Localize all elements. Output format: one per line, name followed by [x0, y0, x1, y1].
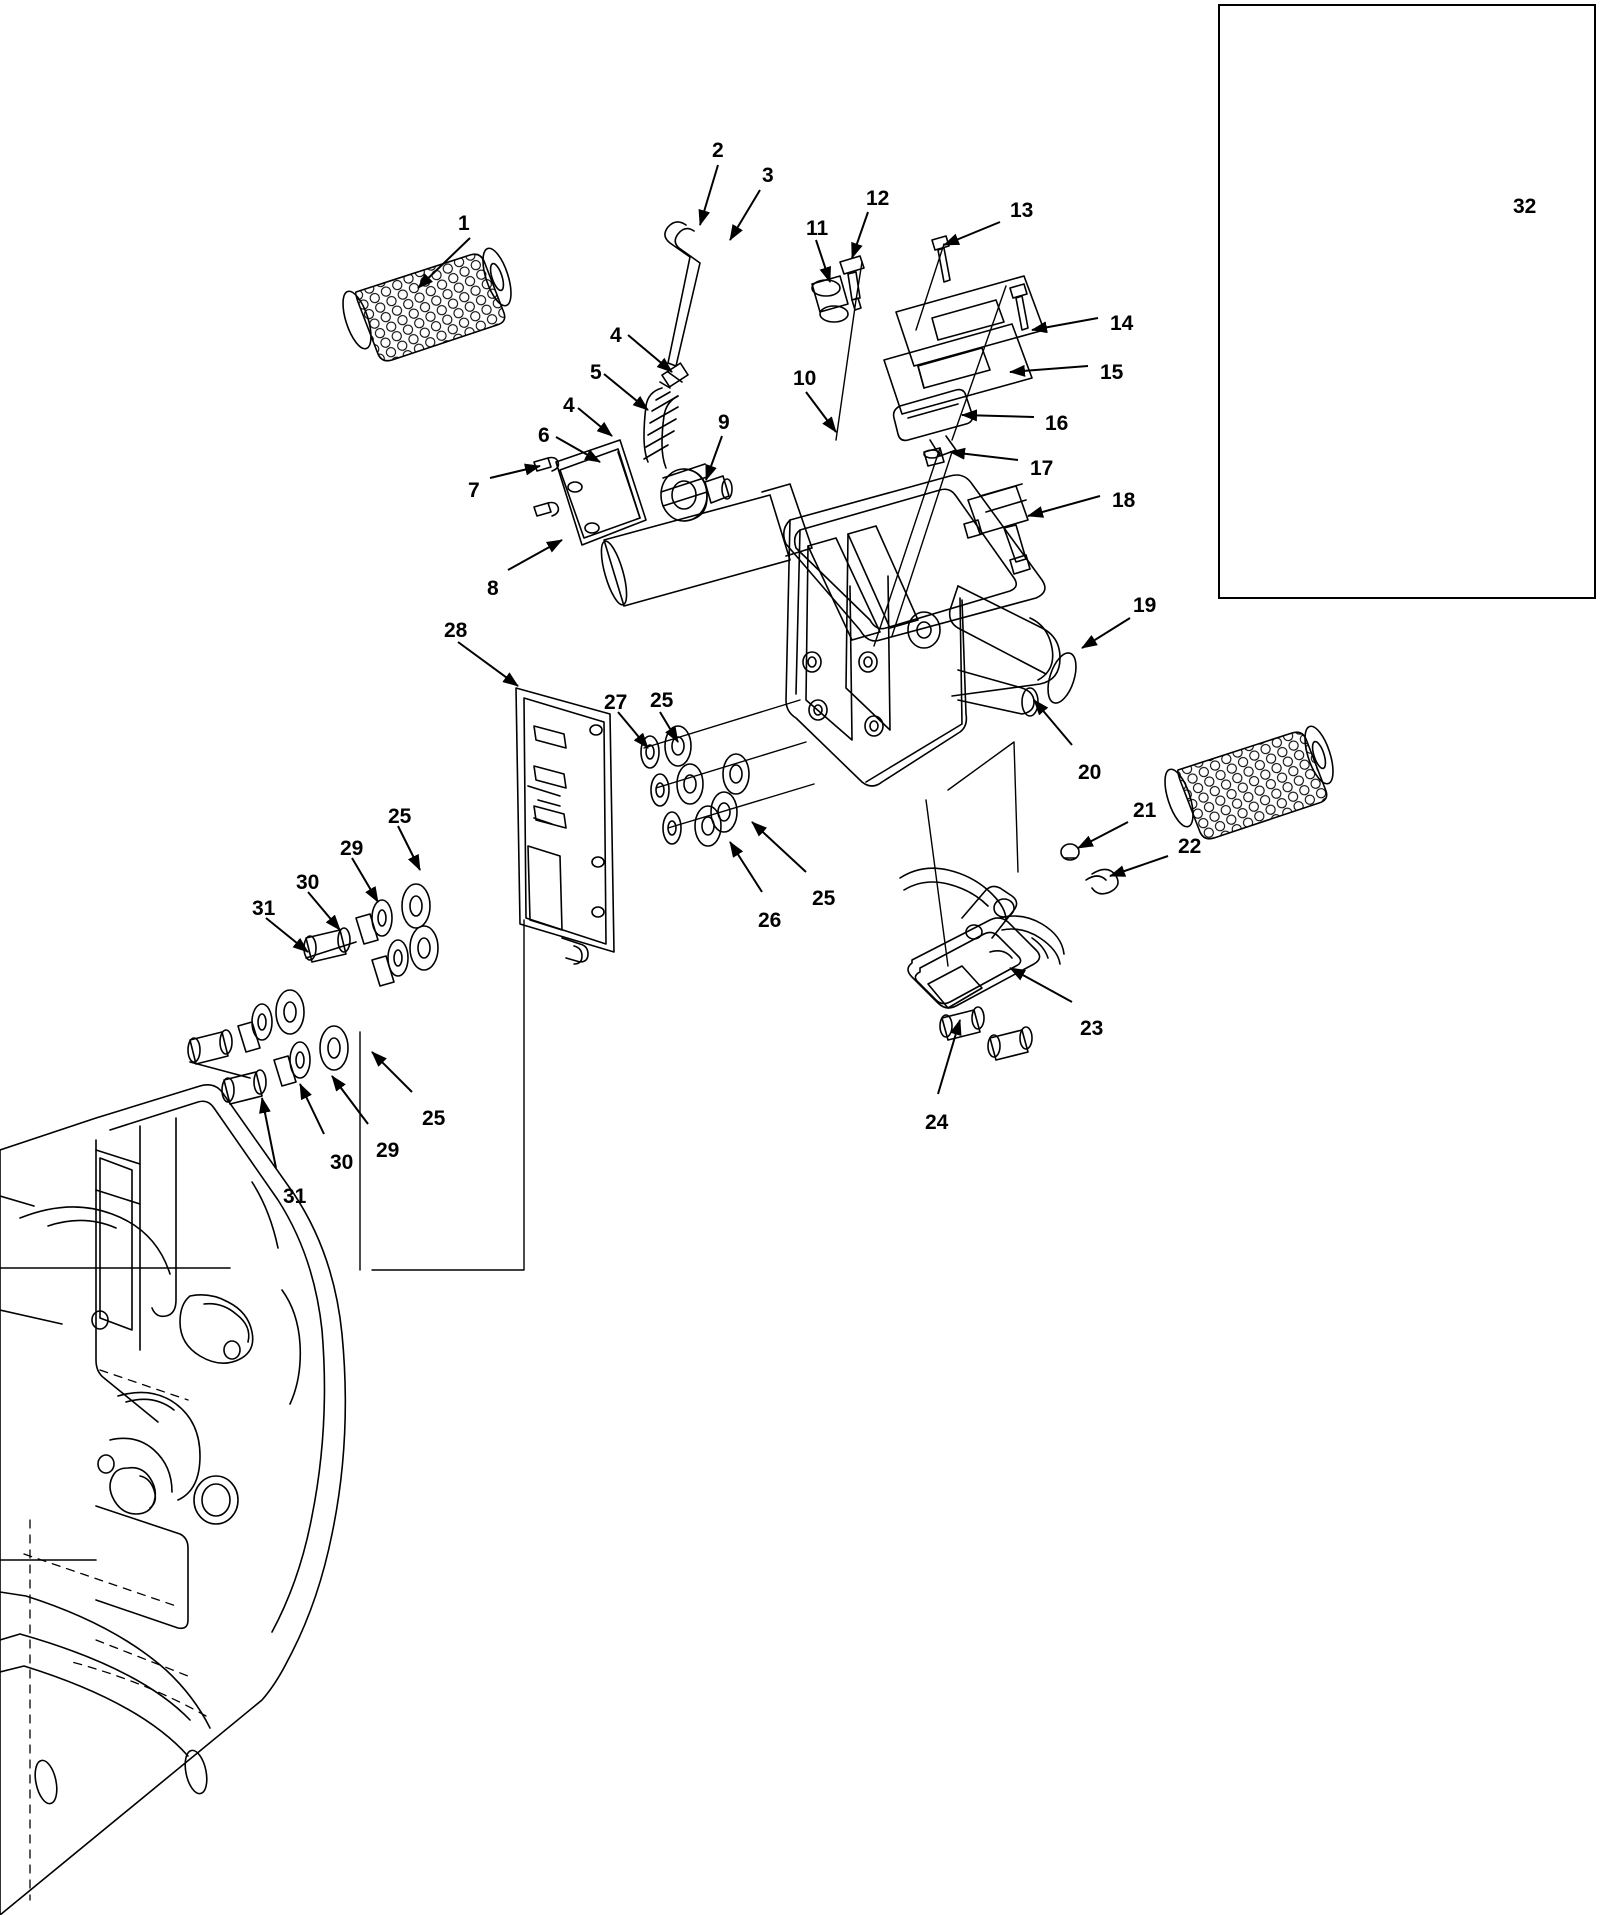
callout-label-25d: 25 — [422, 1107, 446, 1130]
machine-body-outline — [0, 1085, 345, 1915]
callout-label-8: 8 — [487, 577, 499, 600]
part-console-housing — [784, 475, 1045, 786]
callout-arrow-13 — [944, 222, 1000, 245]
part-plate-28 — [516, 688, 614, 952]
callout-label-28: 28 — [444, 619, 468, 642]
part-clip-22 — [1086, 869, 1118, 893]
callout-arrow-25b — [398, 826, 420, 870]
callout-arrow-30 — [308, 892, 340, 930]
callout-arrow-29 — [352, 858, 378, 902]
callout-label-12: 12 — [866, 187, 890, 210]
callout-arrow-22 — [1110, 856, 1168, 876]
callout-arrow-18 — [1028, 496, 1100, 516]
callout-arrow-30b — [300, 1084, 324, 1134]
callout-arrow-20 — [1034, 700, 1072, 745]
callout-arrow-25c — [752, 822, 806, 872]
callout-arrow-17 — [950, 452, 1018, 460]
callout-label-26: 26 — [758, 909, 782, 932]
callout-label-14: 14 — [1110, 312, 1134, 335]
callout-label-1: 1 — [458, 212, 470, 235]
part-lever-assembly-23 — [900, 868, 1064, 1008]
callout-arrow-10 — [806, 392, 836, 432]
callout-label-4: 4 — [610, 324, 622, 347]
part-mount-bracket — [556, 440, 646, 545]
callout-label-2: 2 — [712, 139, 724, 162]
callout-label-29b: 29 — [376, 1139, 400, 1162]
callout-label-3: 3 — [762, 164, 774, 187]
part-pins-24 — [940, 1007, 1032, 1060]
callout-arrow-12 — [852, 212, 868, 258]
callout-label-9: 9 — [718, 411, 730, 434]
part-screw-12 — [840, 256, 864, 310]
callout-arrow-15 — [1010, 366, 1088, 372]
callout-arrow-8 — [508, 540, 562, 570]
part-grip-lower — [1159, 723, 1338, 839]
detail-inset-border — [1218, 4, 1596, 599]
callout-label-15: 15 — [1100, 361, 1124, 384]
callout-label-31: 31 — [252, 897, 276, 920]
callout-label-25: 25 — [650, 689, 674, 712]
part-bent-lever — [665, 222, 700, 366]
callout-label-10: 10 — [793, 367, 817, 390]
part-grip-upper — [337, 245, 516, 361]
part-stud-17 — [924, 448, 944, 466]
callout-arrow-23 — [1010, 968, 1072, 1002]
callout-label-11: 11 — [806, 217, 829, 240]
callout-arrow-21 — [1078, 822, 1128, 848]
callout-label-17: 17 — [1030, 457, 1054, 480]
callout-label-21: 21 — [1133, 799, 1157, 822]
callout-arrow-7 — [490, 466, 540, 478]
callout-label-19: 19 — [1133, 594, 1157, 617]
callout-label-27: 27 — [604, 691, 628, 714]
callout-label-24: 24 — [925, 1111, 949, 1134]
callout-label-30b: 30 — [330, 1151, 354, 1174]
callout-arrow-26 — [730, 842, 762, 892]
callout-label-20: 20 — [1078, 761, 1102, 784]
callout-label-25b: 25 — [388, 805, 412, 828]
part-spring — [644, 363, 688, 468]
callout-arrow-3 — [730, 190, 760, 240]
part-plate-15 — [884, 324, 1032, 414]
part-pin-21 — [1061, 844, 1079, 860]
callout-arrow-4b — [578, 408, 612, 436]
callout-label-16: 16 — [1045, 412, 1069, 435]
part-bushing-11 — [812, 276, 848, 322]
callout-label-22: 22 — [1178, 835, 1202, 858]
callout-label-30: 30 — [296, 871, 320, 894]
part-switch-16 — [894, 390, 973, 456]
callout-label-18: 18 — [1112, 489, 1136, 512]
callout-arrow-28 — [458, 642, 518, 686]
part-screws-13 — [932, 236, 1028, 330]
callout-label-32: 32 — [1513, 195, 1537, 218]
callout-label-25c: 25 — [812, 887, 836, 910]
callout-arrow-25d — [372, 1052, 412, 1092]
callout-label-5: 5 — [590, 361, 602, 384]
callout-arrow-11 — [816, 240, 830, 282]
callout-label-7: 7 — [468, 479, 480, 502]
callout-label-23: 23 — [1080, 1017, 1104, 1040]
callout-arrow-9 — [706, 436, 722, 480]
part-knob-9 — [661, 464, 732, 521]
part-connector-18 — [964, 484, 1030, 574]
callout-arrow-31 — [266, 918, 308, 952]
callout-label-13: 13 — [1010, 199, 1034, 222]
callout-label-4b: 4 — [563, 394, 575, 417]
callout-label-29: 29 — [340, 837, 364, 860]
callout-arrow-19 — [1082, 618, 1130, 648]
part-handlebar-tube — [596, 484, 812, 607]
callout-arrow-5 — [604, 374, 648, 410]
callout-arrow-2 — [700, 165, 718, 225]
callout-label-31b: 31 — [283, 1185, 307, 1208]
callout-arrow-27 — [618, 712, 648, 748]
callout-arrow-4 — [628, 335, 672, 372]
callout-arrow-29b — [332, 1076, 368, 1124]
callout-label-6: 6 — [538, 424, 550, 447]
